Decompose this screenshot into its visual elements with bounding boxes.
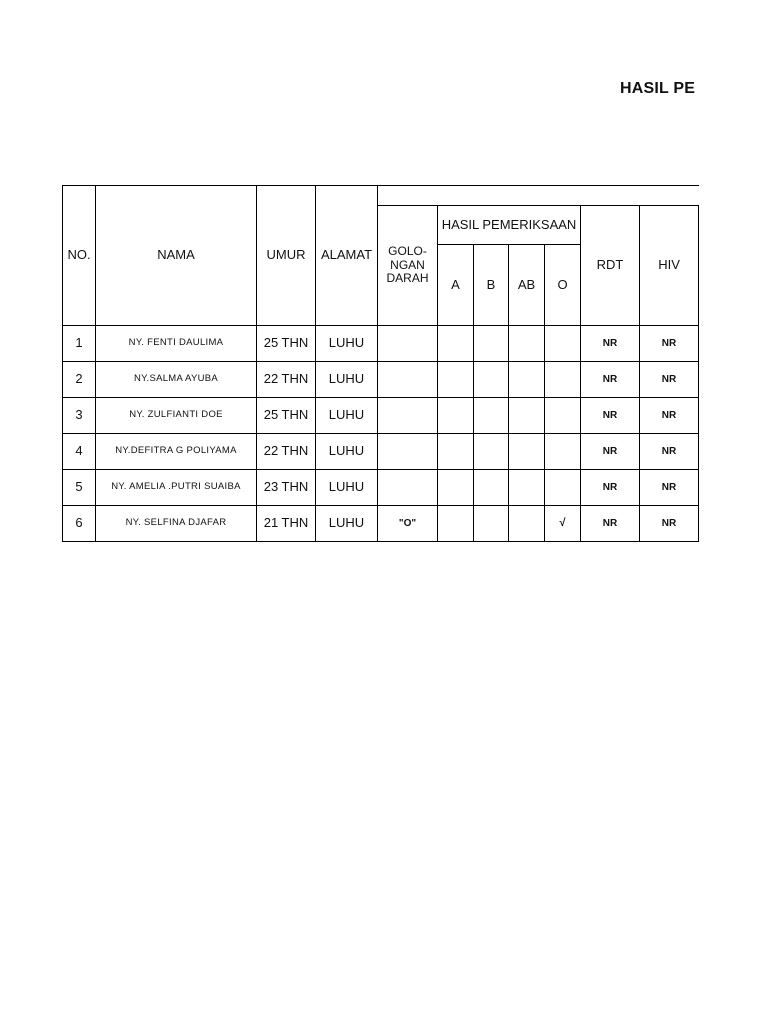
header-golongan-line3: DARAH [386,271,429,286]
cell-a [438,470,474,506]
cell-b [474,326,509,362]
cell-a [438,326,474,362]
cell-alamat: LUHU [316,326,378,362]
cell-golongan [378,398,438,434]
cell-hiv: NR [640,362,699,398]
header-nama: NAMA [96,186,257,326]
cell-umur: 22 THN [257,434,316,470]
cell-no: 6 [63,506,96,542]
cell-a [438,398,474,434]
cell-b [474,362,509,398]
header-a: A [438,245,474,326]
cell-ab [509,326,545,362]
table-row [63,506,699,542]
header-umur: UMUR [257,186,316,326]
cell-no: 4 [63,434,96,470]
table-body [63,326,699,542]
cell-a [438,506,474,542]
table-row [63,362,699,398]
cell-nama: NY.DEFITRA G POLIYAMA [96,434,257,470]
cell-o [545,470,581,506]
header-blank-band [378,186,699,206]
cell-alamat: LUHU [316,470,378,506]
header-golongan-line2: NGAN [390,257,425,272]
cell-no: 2 [63,362,96,398]
header-o: O [545,245,581,326]
cell-b [474,434,509,470]
cell-rdt: NR [581,434,640,470]
cell-a [438,362,474,398]
cell-alamat: LUHU [316,434,378,470]
cell-ab [509,506,545,542]
cell-o: √ [545,506,581,542]
cell-golongan [378,434,438,470]
cell-rdt: NR [581,506,640,542]
header-golongan-darah [378,206,438,326]
cell-nama: NY.SALMA AYUBA [96,362,257,398]
cell-hiv: NR [640,470,699,506]
cell-o [545,362,581,398]
cell-nama: NY. AMELIA .PUTRI SUAIBA [96,470,257,506]
cell-alamat: LUHU [316,362,378,398]
cell-alamat: LUHU [316,398,378,434]
cell-rdt: NR [581,470,640,506]
cell-golongan [378,326,438,362]
page-title: HASIL PE [620,80,696,97]
results-table [62,185,699,542]
cell-golongan [378,362,438,398]
header-rdt: RDT [581,206,640,326]
cell-hiv: NR [640,326,699,362]
header-no: NO. [63,186,96,326]
header-hasil-pemeriksaan: HASIL PEMERIKSAAN [438,206,581,245]
cell-nama: NY. FENTI DAULIMA [96,326,257,362]
header-hiv: HIV [640,206,699,326]
cell-umur: 21 THN [257,506,316,542]
header-golongan-line1: GOLO- [388,243,427,258]
cell-rdt: NR [581,326,640,362]
cell-ab [509,362,545,398]
cell-rdt: NR [581,398,640,434]
cell-umur: 22 THN [257,362,316,398]
cell-golongan [378,470,438,506]
table-row [63,434,699,470]
cell-hiv: NR [640,398,699,434]
header-alamat: ALAMAT [316,186,378,326]
cell-o [545,398,581,434]
cell-o [545,326,581,362]
cell-rdt: NR [581,362,640,398]
cell-b [474,398,509,434]
cell-o [545,434,581,470]
header-b: B [474,245,509,326]
cell-umur: 23 THN [257,470,316,506]
table-row [63,398,699,434]
table-row [63,326,699,362]
header-ab: AB [509,245,545,326]
cell-umur: 25 THN [257,326,316,362]
cell-nama: NY. ZULFIANTI DOE [96,398,257,434]
cell-alamat: LUHU [316,506,378,542]
cell-no: 3 [63,398,96,434]
table-header [63,186,699,326]
cell-ab [509,470,545,506]
cell-a [438,434,474,470]
table-row [63,470,699,506]
cell-golongan: "O" [378,506,438,542]
cell-hiv: NR [640,506,699,542]
cell-no: 1 [63,326,96,362]
cell-ab [509,398,545,434]
cell-nama: NY. SELFINA DJAFAR [96,506,257,542]
cell-no: 5 [63,470,96,506]
cell-umur: 25 THN [257,398,316,434]
cell-b [474,506,509,542]
cell-ab [509,434,545,470]
cell-b [474,470,509,506]
cell-hiv: NR [640,434,699,470]
